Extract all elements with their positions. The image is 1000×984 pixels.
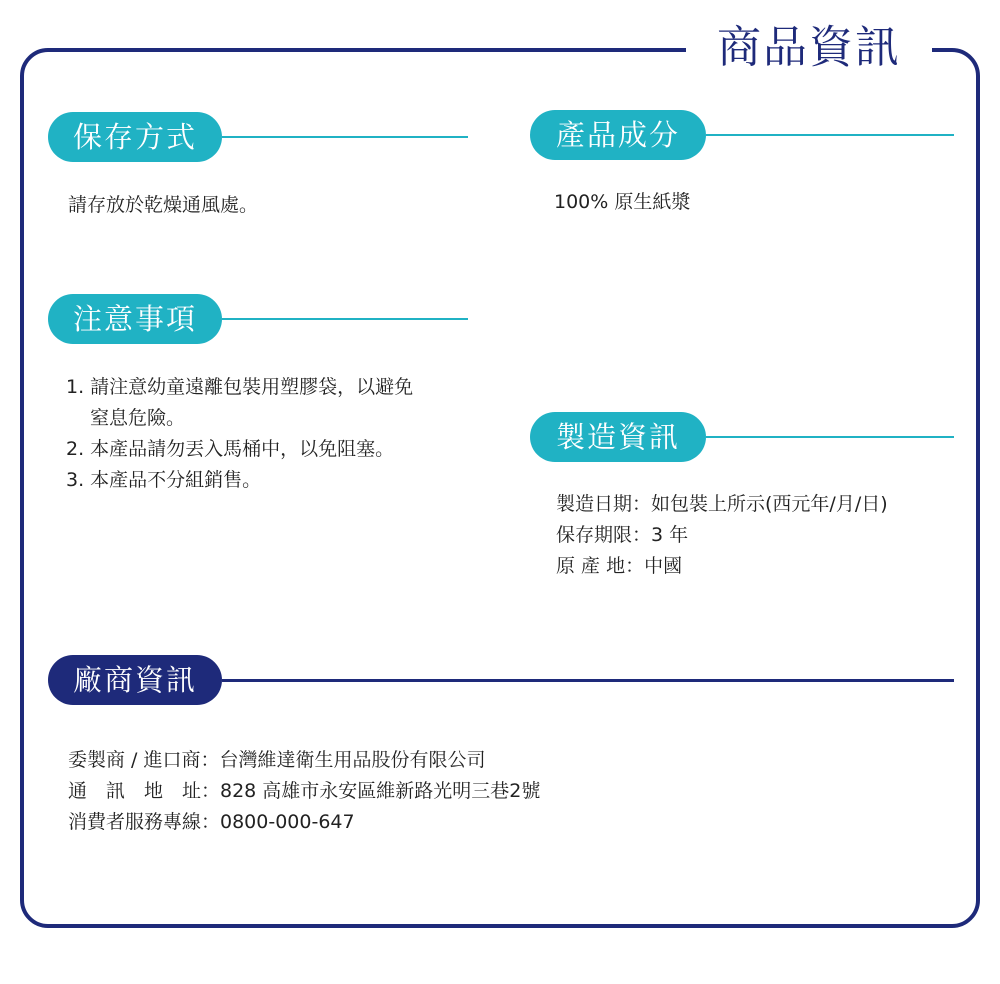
vendor-hotline: 消費者服務專線：0800-000-647 (68, 811, 355, 833)
notice-item-continuation: 窒息危險。 (90, 407, 186, 429)
country-of-origin: 原 產 地：中國 (556, 555, 683, 577)
storage-body: 請存放於乾燥通風處。 (68, 194, 259, 216)
storage-heading: 保存方式 (48, 112, 222, 162)
shelf-life: 保存期限：3 年 (556, 524, 689, 546)
vendor-rule (222, 679, 954, 682)
notice-item: 1. 請注意幼童遠離包裝用塑膠袋，以避免 (66, 376, 414, 398)
notice-list (66, 372, 413, 496)
manufacture-date: 製造日期：如包裝上所示(西元年/月/日) (556, 493, 888, 515)
ingredients-rule (706, 134, 954, 136)
ingredients-body: 100% 原生紙漿 (554, 191, 691, 213)
vendor-heading: 廠商資訊 (48, 655, 222, 705)
page-title: 商品資訊 (686, 18, 932, 78)
notice-item: 2. 本產品請勿丟入馬桶中，以免阻塞。 (66, 438, 395, 460)
manufacturing-heading: 製造資訊 (530, 412, 706, 462)
notice-rule (222, 318, 468, 320)
manufacturing-rule (706, 436, 954, 438)
vendor-importer: 委製商 / 進口商：台灣維達衛生用品股份有限公司 (68, 749, 486, 771)
ingredients-heading: 產品成分 (530, 110, 706, 160)
notice-heading: 注意事項 (48, 294, 222, 344)
vendor-details (68, 745, 540, 838)
manufacturing-details (556, 489, 888, 582)
vendor-address: 通 訊 地 址：828 高雄市永安區維新路光明三巷2號 (68, 780, 541, 802)
notice-item: 3. 本產品不分組銷售。 (66, 469, 262, 491)
storage-rule (222, 136, 468, 138)
